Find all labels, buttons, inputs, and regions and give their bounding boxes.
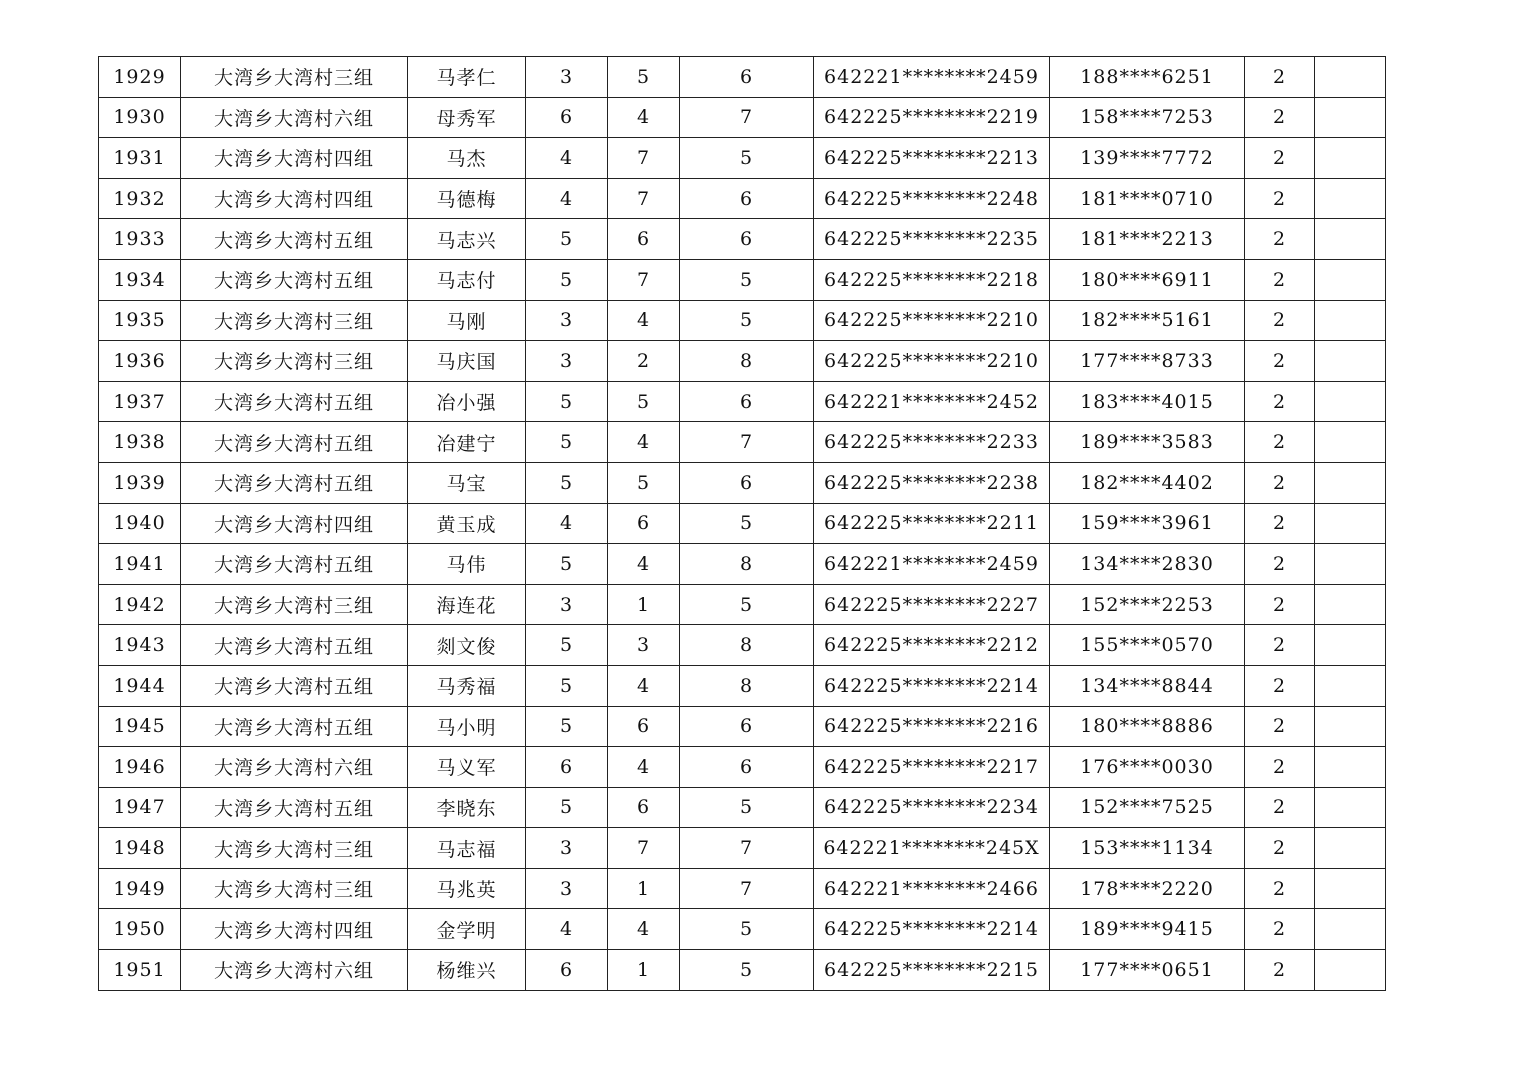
cell-id-number: 642221********2459	[814, 57, 1050, 98]
cell-name: 马宝	[408, 462, 526, 503]
cell-address: 大湾乡大湾村五组	[181, 381, 408, 422]
cell-address: 大湾乡大湾村六组	[181, 950, 408, 991]
cell-id-number: 642225********2227	[814, 584, 1050, 625]
cell-remark	[1315, 828, 1386, 869]
cell-serial-number: 1933	[99, 219, 181, 260]
cell-address: 大湾乡大湾村三组	[181, 828, 408, 869]
cell-name: 金学明	[408, 909, 526, 950]
cell-id-number: 642225********2210	[814, 300, 1050, 341]
cell-col9: 2	[1245, 422, 1315, 463]
table-row	[99, 341, 1386, 382]
cell-name: 海连花	[408, 584, 526, 625]
cell-col4: 5	[526, 625, 608, 666]
cell-phone: 177****8733	[1050, 341, 1245, 382]
cell-serial-number: 1945	[99, 706, 181, 747]
cell-serial-number: 1938	[99, 422, 181, 463]
cell-address: 大湾乡大湾村五组	[181, 787, 408, 828]
cell-address: 大湾乡大湾村六组	[181, 97, 408, 138]
cell-col5: 4	[608, 422, 680, 463]
cell-phone: 189****3583	[1050, 422, 1245, 463]
table-row	[99, 544, 1386, 585]
table-row	[99, 584, 1386, 625]
cell-phone: 180****8886	[1050, 706, 1245, 747]
cell-col5: 5	[608, 57, 680, 98]
cell-col6: 5	[680, 950, 814, 991]
cell-col9: 2	[1245, 381, 1315, 422]
cell-serial-number: 1929	[99, 57, 181, 98]
cell-col6: 6	[680, 381, 814, 422]
cell-remark	[1315, 219, 1386, 260]
cell-col6: 6	[680, 462, 814, 503]
cell-id-number: 642225********2219	[814, 97, 1050, 138]
cell-col5: 7	[608, 178, 680, 219]
cell-col4: 4	[526, 138, 608, 179]
cell-col9: 2	[1245, 341, 1315, 382]
table-row	[99, 462, 1386, 503]
cell-serial-number: 1943	[99, 625, 181, 666]
cell-col6: 7	[680, 97, 814, 138]
cell-col9: 2	[1245, 300, 1315, 341]
cell-col9: 2	[1245, 950, 1315, 991]
cell-id-number: 642225********2218	[814, 259, 1050, 300]
cell-id-number: 642225********2215	[814, 950, 1050, 991]
cell-col5: 7	[608, 828, 680, 869]
cell-col4: 3	[526, 57, 608, 98]
cell-remark	[1315, 584, 1386, 625]
table-row	[99, 259, 1386, 300]
cell-serial-number: 1932	[99, 178, 181, 219]
cell-col6: 5	[680, 787, 814, 828]
cell-col5: 4	[608, 747, 680, 788]
cell-name: 马志付	[408, 259, 526, 300]
cell-remark	[1315, 259, 1386, 300]
table-row	[99, 828, 1386, 869]
cell-col9: 2	[1245, 909, 1315, 950]
cell-col6: 7	[680, 868, 814, 909]
cell-remark	[1315, 787, 1386, 828]
cell-name: 马伟	[408, 544, 526, 585]
cell-address: 大湾乡大湾村三组	[181, 341, 408, 382]
cell-phone: 182****5161	[1050, 300, 1245, 341]
cell-col5: 6	[608, 706, 680, 747]
cell-remark	[1315, 422, 1386, 463]
cell-address: 大湾乡大湾村四组	[181, 138, 408, 179]
cell-serial-number: 1950	[99, 909, 181, 950]
cell-name: 马刚	[408, 300, 526, 341]
table-row	[99, 625, 1386, 666]
cell-col4: 5	[526, 219, 608, 260]
cell-col9: 2	[1245, 706, 1315, 747]
cell-col6: 5	[680, 138, 814, 179]
cell-address: 大湾乡大湾村五组	[181, 462, 408, 503]
cell-serial-number: 1930	[99, 97, 181, 138]
cell-col5: 6	[608, 503, 680, 544]
cell-id-number: 642225********2234	[814, 787, 1050, 828]
cell-address: 大湾乡大湾村五组	[181, 219, 408, 260]
cell-serial-number: 1941	[99, 544, 181, 585]
cell-col5: 6	[608, 219, 680, 260]
cell-name: 马兆英	[408, 868, 526, 909]
cell-remark	[1315, 747, 1386, 788]
cell-remark	[1315, 97, 1386, 138]
cell-col5: 4	[608, 909, 680, 950]
cell-remark	[1315, 341, 1386, 382]
cell-col9: 2	[1245, 584, 1315, 625]
cell-col6: 5	[680, 503, 814, 544]
cell-col9: 2	[1245, 828, 1315, 869]
cell-col4: 5	[526, 706, 608, 747]
cell-id-number: 642225********2233	[814, 422, 1050, 463]
cell-id-number: 642221********2459	[814, 544, 1050, 585]
cell-col5: 1	[608, 584, 680, 625]
cell-id-number: 642221********2452	[814, 381, 1050, 422]
cell-col5: 1	[608, 950, 680, 991]
table-row	[99, 706, 1386, 747]
cell-phone: 134****8844	[1050, 665, 1245, 706]
cell-col9: 2	[1245, 462, 1315, 503]
table-row	[99, 138, 1386, 179]
table-row	[99, 57, 1386, 98]
cell-col9: 2	[1245, 219, 1315, 260]
cell-address: 大湾乡大湾村四组	[181, 909, 408, 950]
cell-address: 大湾乡大湾村五组	[181, 422, 408, 463]
cell-remark	[1315, 625, 1386, 666]
cell-phone: 155****0570	[1050, 625, 1245, 666]
cell-serial-number: 1948	[99, 828, 181, 869]
cell-address: 大湾乡大湾村六组	[181, 747, 408, 788]
cell-col9: 2	[1245, 97, 1315, 138]
cell-col9: 2	[1245, 503, 1315, 544]
cell-col5: 5	[608, 462, 680, 503]
cell-name: 杨维兴	[408, 950, 526, 991]
cell-name: 马杰	[408, 138, 526, 179]
cell-name: 母秀军	[408, 97, 526, 138]
cell-col4: 5	[526, 665, 608, 706]
roster-body	[99, 57, 1386, 991]
cell-id-number: 642225********2210	[814, 341, 1050, 382]
cell-serial-number: 1935	[99, 300, 181, 341]
cell-name: 剡文俊	[408, 625, 526, 666]
cell-remark	[1315, 706, 1386, 747]
cell-remark	[1315, 665, 1386, 706]
cell-col9: 2	[1245, 57, 1315, 98]
table-row	[99, 503, 1386, 544]
cell-col4: 6	[526, 747, 608, 788]
cell-col6: 8	[680, 341, 814, 382]
cell-name: 冶建宁	[408, 422, 526, 463]
cell-col4: 6	[526, 950, 608, 991]
cell-col9: 2	[1245, 747, 1315, 788]
cell-phone: 159****3961	[1050, 503, 1245, 544]
cell-col4: 5	[526, 462, 608, 503]
cell-id-number: 642225********2216	[814, 706, 1050, 747]
cell-phone: 177****0651	[1050, 950, 1245, 991]
cell-col6: 7	[680, 422, 814, 463]
cell-col5: 2	[608, 341, 680, 382]
cell-phone: 152****2253	[1050, 584, 1245, 625]
cell-col6: 5	[680, 259, 814, 300]
cell-serial-number: 1946	[99, 747, 181, 788]
table-row	[99, 868, 1386, 909]
cell-col5: 5	[608, 381, 680, 422]
cell-id-number: 642225********2212	[814, 625, 1050, 666]
cell-col9: 2	[1245, 625, 1315, 666]
cell-col9: 2	[1245, 138, 1315, 179]
cell-col4: 5	[526, 787, 608, 828]
cell-remark	[1315, 300, 1386, 341]
cell-phone: 188****6251	[1050, 57, 1245, 98]
cell-address: 大湾乡大湾村三组	[181, 868, 408, 909]
cell-col4: 4	[526, 909, 608, 950]
cell-address: 大湾乡大湾村三组	[181, 57, 408, 98]
cell-col6: 8	[680, 544, 814, 585]
cell-remark	[1315, 381, 1386, 422]
table-row	[99, 97, 1386, 138]
cell-phone: 182****4402	[1050, 462, 1245, 503]
cell-col4: 4	[526, 178, 608, 219]
cell-address: 大湾乡大湾村四组	[181, 503, 408, 544]
cell-remark	[1315, 57, 1386, 98]
cell-col6: 6	[680, 219, 814, 260]
cell-address: 大湾乡大湾村五组	[181, 706, 408, 747]
cell-remark	[1315, 503, 1386, 544]
cell-col4: 5	[526, 544, 608, 585]
cell-name: 冶小强	[408, 381, 526, 422]
cell-address: 大湾乡大湾村五组	[181, 259, 408, 300]
cell-name: 马志兴	[408, 219, 526, 260]
cell-address: 大湾乡大湾村五组	[181, 625, 408, 666]
cell-col4: 3	[526, 300, 608, 341]
cell-col4: 5	[526, 381, 608, 422]
cell-phone: 176****0030	[1050, 747, 1245, 788]
cell-col4: 3	[526, 341, 608, 382]
cell-col4: 3	[526, 868, 608, 909]
cell-name: 马庆国	[408, 341, 526, 382]
cell-col5: 4	[608, 300, 680, 341]
table-row	[99, 787, 1386, 828]
cell-col6: 6	[680, 178, 814, 219]
cell-id-number: 642225********2238	[814, 462, 1050, 503]
cell-col5: 1	[608, 868, 680, 909]
cell-remark	[1315, 909, 1386, 950]
cell-col6: 6	[680, 706, 814, 747]
cell-name: 李晓东	[408, 787, 526, 828]
cell-col4: 4	[526, 503, 608, 544]
cell-id-number: 642225********2248	[814, 178, 1050, 219]
cell-serial-number: 1940	[99, 503, 181, 544]
cell-name: 马德梅	[408, 178, 526, 219]
cell-remark	[1315, 178, 1386, 219]
cell-col6: 8	[680, 625, 814, 666]
cell-serial-number: 1937	[99, 381, 181, 422]
cell-id-number: 642221********2466	[814, 868, 1050, 909]
cell-col9: 2	[1245, 665, 1315, 706]
cell-address: 大湾乡大湾村三组	[181, 300, 408, 341]
cell-col4: 3	[526, 828, 608, 869]
table-row	[99, 381, 1386, 422]
cell-id-number: 642225********2214	[814, 665, 1050, 706]
cell-col6: 6	[680, 747, 814, 788]
roster-table	[98, 56, 1386, 991]
cell-col4: 6	[526, 97, 608, 138]
table-row	[99, 178, 1386, 219]
cell-serial-number: 1934	[99, 259, 181, 300]
cell-address: 大湾乡大湾村四组	[181, 178, 408, 219]
cell-remark	[1315, 868, 1386, 909]
cell-col5: 7	[608, 259, 680, 300]
cell-col6: 8	[680, 665, 814, 706]
cell-col6: 5	[680, 300, 814, 341]
cell-serial-number: 1947	[99, 787, 181, 828]
cell-col5: 3	[608, 625, 680, 666]
cell-id-number: 642225********2214	[814, 909, 1050, 950]
cell-serial-number: 1936	[99, 341, 181, 382]
cell-col5: 4	[608, 544, 680, 585]
cell-phone: 178****2220	[1050, 868, 1245, 909]
cell-name: 黄玉成	[408, 503, 526, 544]
cell-serial-number: 1951	[99, 950, 181, 991]
table-row	[99, 219, 1386, 260]
cell-col9: 2	[1245, 259, 1315, 300]
cell-serial-number: 1931	[99, 138, 181, 179]
cell-name: 马志福	[408, 828, 526, 869]
table-row	[99, 422, 1386, 463]
cell-phone: 153****1134	[1050, 828, 1245, 869]
cell-name: 马义军	[408, 747, 526, 788]
cell-remark	[1315, 950, 1386, 991]
cell-address: 大湾乡大湾村三组	[181, 584, 408, 625]
cell-phone: 134****2830	[1050, 544, 1245, 585]
cell-address: 大湾乡大湾村五组	[181, 544, 408, 585]
cell-col6: 7	[680, 828, 814, 869]
cell-id-number: 642225********2213	[814, 138, 1050, 179]
table-row	[99, 300, 1386, 341]
cell-id-number: 642225********2211	[814, 503, 1050, 544]
cell-col4: 5	[526, 422, 608, 463]
cell-serial-number: 1949	[99, 868, 181, 909]
cell-remark	[1315, 138, 1386, 179]
table-row	[99, 747, 1386, 788]
cell-phone: 181****2213	[1050, 219, 1245, 260]
cell-phone: 139****7772	[1050, 138, 1245, 179]
cell-remark	[1315, 544, 1386, 585]
cell-phone: 183****4015	[1050, 381, 1245, 422]
cell-phone: 181****0710	[1050, 178, 1245, 219]
cell-col5: 4	[608, 665, 680, 706]
cell-col6: 6	[680, 57, 814, 98]
cell-serial-number: 1939	[99, 462, 181, 503]
table-row	[99, 950, 1386, 991]
cell-id-number: 642225********2217	[814, 747, 1050, 788]
cell-col5: 6	[608, 787, 680, 828]
table-row	[99, 909, 1386, 950]
cell-serial-number: 1942	[99, 584, 181, 625]
cell-address: 大湾乡大湾村五组	[181, 665, 408, 706]
cell-col6: 5	[680, 909, 814, 950]
cell-name: 马孝仁	[408, 57, 526, 98]
cell-name: 马秀福	[408, 665, 526, 706]
cell-phone: 158****7253	[1050, 97, 1245, 138]
cell-col9: 2	[1245, 544, 1315, 585]
cell-col9: 2	[1245, 178, 1315, 219]
cell-phone: 180****6911	[1050, 259, 1245, 300]
cell-id-number: 642225********2235	[814, 219, 1050, 260]
cell-col5: 7	[608, 138, 680, 179]
cell-col5: 4	[608, 97, 680, 138]
cell-id-number: 642221********245X	[814, 828, 1050, 869]
cell-col6: 5	[680, 584, 814, 625]
cell-col4: 5	[526, 259, 608, 300]
cell-col9: 2	[1245, 787, 1315, 828]
cell-phone: 189****9415	[1050, 909, 1245, 950]
cell-col4: 3	[526, 584, 608, 625]
cell-phone: 152****7525	[1050, 787, 1245, 828]
cell-serial-number: 1944	[99, 665, 181, 706]
cell-col9: 2	[1245, 868, 1315, 909]
table-row	[99, 665, 1386, 706]
cell-remark	[1315, 462, 1386, 503]
cell-name: 马小明	[408, 706, 526, 747]
